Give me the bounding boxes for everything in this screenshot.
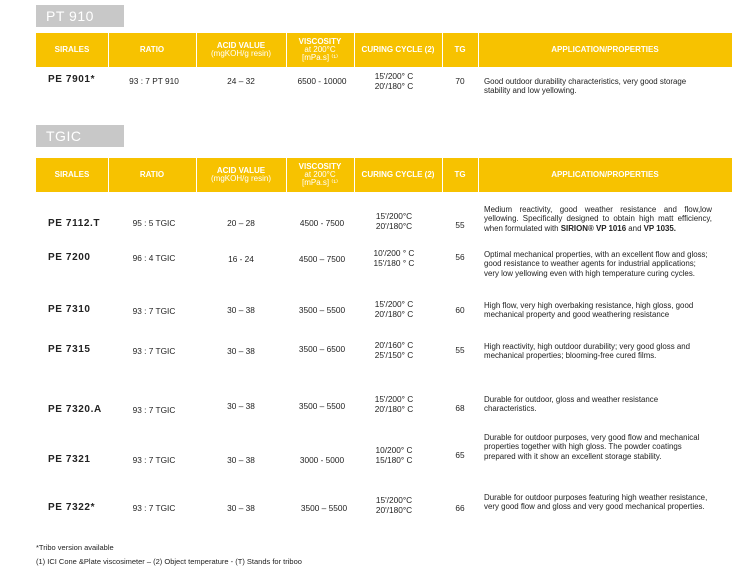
tg-cell: 70 [455,76,465,86]
footnote-tribo: *Tribo version available [36,543,114,552]
acid-cell: 30 – 38 [227,503,255,513]
curing-cell [366,212,422,231]
viscosity-label: VISCOSITY [298,162,342,171]
curing-line-2: 20'/180° C [374,80,414,91]
viscosity-cell: 3000 - 5000 [299,455,345,465]
application-cell: Durable for outdoor, gloss and weather resistance characteristics. [484,395,659,414]
product-code: PE 7112.T [48,218,101,229]
viscosity-label: VISCOSITY [298,37,342,46]
col-sirales: SIRALES [54,170,90,179]
curing-line-1: 10/200° C [375,445,413,455]
ratio-cell: 93 : 7 TGIC [132,405,176,415]
col-tg: TG [454,170,466,179]
ratio-cell: 93 : 7 TGIC [132,346,176,356]
acid-cell: 30 – 38 [227,346,255,356]
curing-cell [366,341,422,360]
col-ratio: RATIO [139,170,165,179]
application-cell: Optimal mechanical properties, with an excellent flow and gloss; good resistance to weather agents for industrial applications; very low yellowing even with high temperature curing cycles. [484,250,708,278]
curing-line-1: 15'/200°C [375,495,413,505]
tg-cell: 65 [455,450,465,460]
acid-unit: (mgKOH/g resin) [210,174,271,183]
tg-cell: 66 [455,503,465,513]
ratio-cell: 96 : 4 TGIC [132,253,176,263]
curing-line-2: 25'/150° C [374,349,414,360]
curing-line-1: 20'/160° C [374,340,414,350]
viscosity-unit: [mPa.s] ⁽¹⁾ [302,178,338,187]
table-row [36,340,732,376]
table-row [36,70,732,104]
product-name-highlight: VP 1035. [643,223,676,233]
application-cell: Durable for outdoor purposes featuring high weather resistance, very good flow and gloss and very good mechanical properties. [484,493,708,512]
table-header [36,158,732,192]
curing-cell [366,395,422,414]
product-code: PE 7322* [48,502,96,513]
application-cell: High reactivity, high outdoor durability; very good gloss and mechanical properties; blooming-free cured films. [484,342,690,361]
tg-cell: 55 [455,345,465,355]
table-row [36,490,732,526]
table-row [36,432,732,484]
table-header [36,33,732,67]
curing-line-1: 15'/200° C [374,394,414,404]
product-name-highlight: SIRION® VP 1016 [560,223,627,233]
col-acid [196,33,286,67]
curing-line-1: 15'/200°C [375,211,413,221]
viscosity-cell: 4500 - 7500 [299,218,345,228]
viscosity-cell: 3500 – 6500 [298,344,346,354]
col-viscosity [286,33,354,67]
acid-cell: 30 – 38 [227,305,255,315]
curing-cell [366,72,422,91]
product-code: PE 7320.A [48,404,102,415]
curing-cell [366,496,422,515]
curing-cell [366,249,422,268]
tg-cell: 55 [455,220,465,230]
acid-cell: 24 – 32 [227,76,255,86]
ratio-cell: 93 : 7 TGIC [132,503,176,513]
application-cell: Medium reactivity, good weather resistance and flow,low yellowing. Specifically designed to obtain high matt efficiency, when formulated with SIRION® VP 1016 and VP 1035. [484,205,712,233]
application-cell: Good outdoor durability characteristics, very good storage stability and low yellowing. [484,77,687,96]
curing-line-1: 15'/200° C [374,299,414,309]
section-tag-tgic: TGIC [36,125,124,147]
col-curing: CURING CYCLE (2) [361,170,435,179]
footnote-legend: (1) ICI Cone &Plate viscosimeter – (2) Object temperature - (T) Stands for triboo [36,557,302,566]
curing-cell [366,446,422,465]
table-row [36,392,732,428]
viscosity-unit: [mPa.s] ⁽¹⁾ [302,53,338,62]
acid-cell: 16 - 24 [228,254,254,264]
acid-cell: 20 – 28 [227,218,255,228]
acid-unit: (mgKOH/g resin) [210,49,271,58]
col-acid [196,158,286,192]
curing-line-2: 15'/180 ° C [373,257,415,268]
col-ratio: RATIO [139,45,165,54]
curing-line-2: 20'/180° C [374,403,414,414]
col-sirales: SIRALES [54,45,90,54]
viscosity-cell: 6500 - 10000 [297,76,347,86]
viscosity-cell: 3500 – 5500 [298,401,346,411]
tg-cell: 56 [455,252,465,262]
viscosity-temp: at 200°C [304,45,336,54]
curing-line-2: 20'/180°C [375,504,413,515]
col-viscosity [286,158,354,192]
product-code: PE 7901* [48,74,96,85]
viscosity-temp: at 200°C [304,170,336,179]
acid-label: ACID VALUE [216,166,266,175]
tg-cell: 60 [455,305,465,315]
product-code: PE 7200 [48,252,91,263]
application-cell: Durable for outdoor purposes, very good flow and mechanical properties together with high gloss. The powder coatings prepared with it show an excellent storage stability. [484,433,700,461]
acid-cell: 30 – 38 [227,455,255,465]
curing-cell [366,300,422,319]
acid-label: ACID VALUE [216,41,266,50]
col-curing: CURING CYCLE (2) [361,45,435,54]
curing-line-2: 20'/180°C [375,220,413,231]
col-tg: TG [454,45,466,54]
viscosity-cell: 4500 – 7500 [298,254,346,264]
viscosity-cell: 3500 – 5500 [298,305,346,315]
product-code: PE 7321 [48,454,91,465]
section-tag-pt910: PT 910 [36,5,124,27]
table-row [36,298,732,338]
ratio-cell: 95 : 5 TGIC [132,218,176,228]
table-row [36,248,732,296]
application-cell: High flow, very high overbaking resistance, high gloss, good mechanical property and good weathering resistance [484,301,694,320]
col-application: APPLICATION/PROPERTIES [551,170,659,179]
viscosity-cell: 3500 – 5500 [300,503,348,513]
acid-cell: 30 – 38 [227,401,255,411]
ratio-cell: 93 : 7 TGIC [132,455,176,465]
product-code: PE 7315 [48,344,91,355]
col-application: APPLICATION/PROPERTIES [551,45,659,54]
ratio-cell: 93 : 7 TGIC [132,306,176,316]
tg-cell: 68 [455,403,465,413]
product-code: PE 7310 [48,304,91,315]
curing-line-1: 15'/200° C [374,71,414,81]
curing-line-1: 10'/200 ° C [373,248,415,258]
table-row [36,202,732,246]
curing-line-2: 20'/180° C [374,308,414,319]
curing-line-2: 15/180° C [375,454,413,465]
ratio-cell: 93 : 7 PT 910 [129,76,179,86]
